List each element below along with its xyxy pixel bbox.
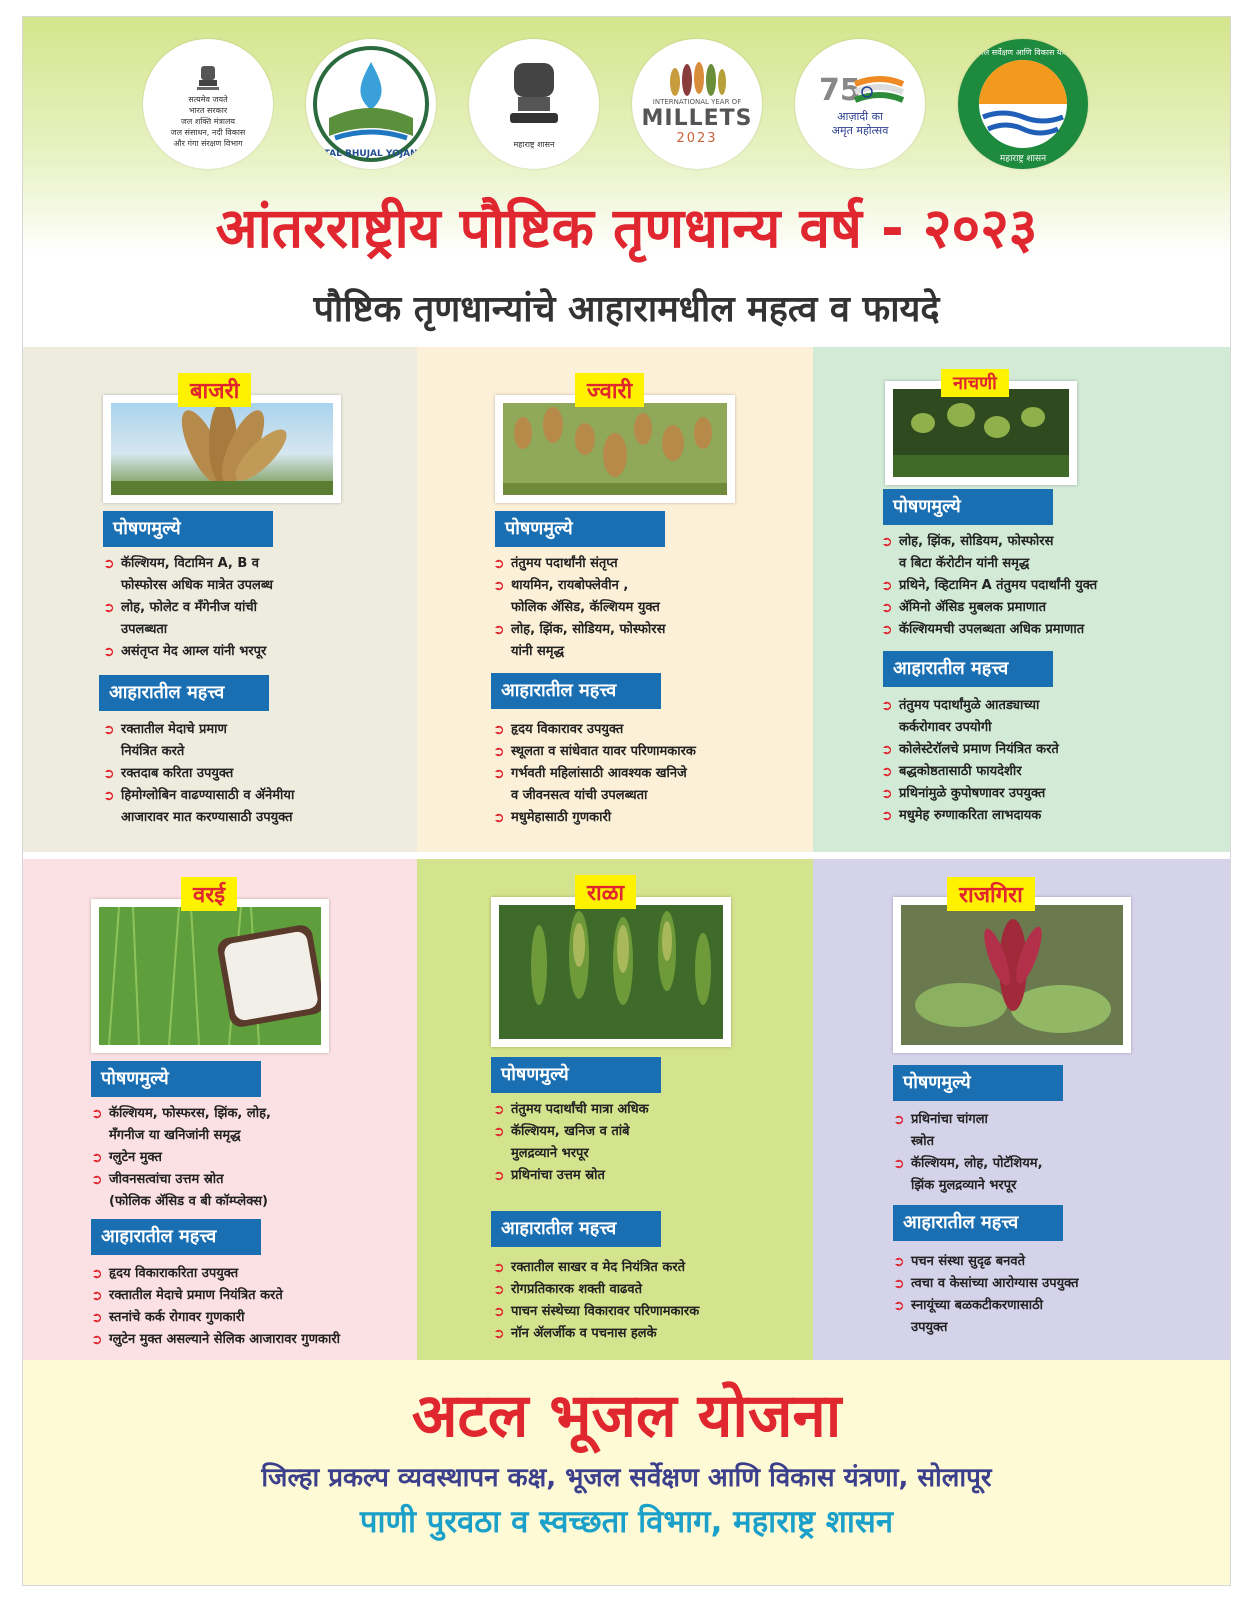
cell-rajgira — [813, 859, 1230, 1360]
arrow-bullet-icon: ➲ — [493, 1304, 505, 1320]
arrow-bullet-icon: ➲ — [881, 534, 893, 550]
arrow-bullet-icon: ➲ — [103, 722, 115, 738]
govt-india-logo — [143, 39, 273, 169]
footer-line2: पाणी पुरवठा व स्वच्छता विभाग, महाराष्ट्र शासन — [359, 1504, 894, 1540]
list-item-text: नॉन ॲलर्जीक व पचनास हलके — [511, 1326, 657, 1341]
list-item — [881, 531, 1221, 575]
gsda-bottom-text: महाराष्ट्र शासन — [999, 154, 1047, 164]
arrow-bullet-icon: ➲ — [493, 1326, 505, 1342]
list-item-text: स्तनांचे कर्क रोगावर गुणकारी — [109, 1310, 245, 1325]
arrow-bullet-icon: ➲ — [91, 1288, 103, 1304]
nutrition-list — [493, 1099, 803, 1187]
importance-heading: आहारातील महत्त्व — [883, 651, 1053, 687]
list-item-text: हिमोग्लोबिन वाढण्यासाठी व ॲनेमीया आजारावर मात करण्यासाठी उपयुक्त — [121, 788, 295, 825]
millets-year-of: INTERNATIONAL YEAR OF — [652, 98, 742, 106]
list-item — [103, 785, 403, 829]
gsda-logo — [958, 39, 1088, 169]
list-item-text: कॅल्शियम, खनिज व तांबे मुलद्रव्याने भरपूर — [511, 1124, 630, 1161]
list-item-text: रक्तातील साखर व मेद नियंत्रित करते — [511, 1260, 686, 1275]
arrow-bullet-icon: ➲ — [893, 1254, 905, 1270]
list-item-text: पचन संस्था सुदृढ बनवते — [911, 1254, 1025, 1269]
list-item — [493, 1165, 803, 1187]
atal-logo-text: ATAL BHUJAL YOJANA — [317, 149, 425, 159]
list-item-text: तंतुमय पदार्थांची मात्रा अधिक — [511, 1102, 649, 1117]
list-item-text: कॅल्शियम, विटामिन A, B व फोस्फोरस अधिक मात्रेत उपलब्ध — [121, 556, 273, 593]
list-item-text: लोह, झिंक, सोडियम, फोस्फोरस व बिटा कॅरोटीन यांनी समृद्ध — [899, 534, 1054, 571]
list-item-text: कॅल्शियमची उपलब्धता अधिक प्रमाणात — [899, 622, 1085, 637]
arrow-bullet-icon: ➲ — [881, 808, 893, 824]
list-item — [893, 1273, 1213, 1295]
list-item-text: रक्तातील मेदाचे प्रमाण नियंत्रित करते — [109, 1288, 283, 1303]
importance-heading: आहारातील महत्त्व — [99, 675, 269, 711]
list-item — [493, 553, 803, 575]
atal-bhujal-logo — [306, 39, 436, 169]
importance-list — [91, 1263, 411, 1351]
govt-line-4: और गंगा संरक्षण विभाग — [173, 138, 243, 148]
list-item — [893, 1295, 1213, 1339]
millet-grains-icon — [665, 62, 729, 98]
cell-nachni — [813, 347, 1230, 852]
footer — [23, 1360, 1230, 1585]
cell-name-tag: बाजरी — [178, 373, 251, 407]
arrow-bullet-icon: ➲ — [493, 578, 505, 594]
arrow-bullet-icon: ➲ — [893, 1156, 905, 1172]
footer-title: अटल भूजल योजना — [411, 1381, 842, 1451]
list-item-text: लोह, झिंक, सोडियम, फोस्फोरस यांनी समृद्ध — [511, 622, 666, 659]
list-item — [493, 763, 807, 807]
list-item-text: तंतुमय पदार्थांनी संतृप्त — [511, 556, 618, 571]
azadi-line1: आज़ादी का — [837, 110, 883, 123]
rajgira-photo — [901, 905, 1123, 1045]
list-item-text: हृदय विकाराकरिता उपयुक्त — [109, 1266, 239, 1281]
list-item — [493, 575, 803, 619]
arrow-bullet-icon: ➲ — [91, 1310, 103, 1326]
cell-name-tag: वरई — [181, 877, 237, 911]
list-item-text: ग्लुटेन मुक्त असल्याने सेलिक आजारावर गुणकारी — [109, 1332, 341, 1347]
list-item-text: स्थूलता व सांधेवात यावर परिणामकारक — [511, 744, 696, 759]
list-item-text: कॅल्शियम, फोस्फरस, झिंक, लोह, मॅंगनीज या खनिजांनी समृद्ध — [109, 1106, 271, 1143]
list-item — [493, 1279, 803, 1301]
list-item-text: स्नायूंच्या बळकटीकरणासाठी उपयुक्त — [911, 1298, 1044, 1335]
ashoka-emblem-icon — [195, 60, 221, 94]
arrow-bullet-icon: ➲ — [893, 1298, 905, 1314]
list-item — [103, 763, 403, 785]
arrow-bullet-icon: ➲ — [881, 622, 893, 638]
list-item — [881, 619, 1221, 641]
list-item-text: गर्भवती महिलांसाठी आवश्यक खनिजे व जीवनसत्व यांची उपलब्धता — [511, 766, 687, 803]
importance-list — [493, 1257, 803, 1345]
maharashtra-logo-text: महाराष्ट्र शासन — [513, 139, 555, 149]
nutrition-heading: पोषणमुल्ये — [495, 511, 665, 547]
arrow-bullet-icon: ➲ — [103, 644, 115, 660]
arrow-bullet-icon: ➲ — [493, 622, 505, 638]
nutrition-list — [493, 553, 803, 663]
list-item — [881, 761, 1221, 783]
arrow-bullet-icon: ➲ — [103, 766, 115, 782]
arrow-bullet-icon: ➲ — [881, 698, 893, 714]
list-item — [493, 1323, 803, 1345]
list-item-text: प्रथिनांचा चांगला स्त्रोत — [911, 1112, 988, 1149]
cell-name-tag: राळा — [575, 875, 636, 909]
list-item — [493, 807, 807, 829]
list-item — [91, 1263, 411, 1285]
nutrition-heading: पोषणमुल्ये — [91, 1061, 261, 1097]
arrow-bullet-icon: ➲ — [103, 600, 115, 616]
list-item — [893, 1109, 1213, 1153]
cell-varai — [23, 859, 417, 1360]
list-item — [91, 1307, 411, 1329]
list-item-text: असंतृप्त मेद आम्ल यांनी भरपूर — [121, 644, 267, 659]
list-item — [881, 805, 1221, 827]
nutrition-list — [91, 1103, 409, 1213]
list-item — [91, 1147, 409, 1169]
nutrition-heading: पोषणमुल्ये — [883, 489, 1053, 525]
atal-bhujal-emblem — [311, 44, 431, 164]
arrow-bullet-icon: ➲ — [493, 1102, 505, 1118]
list-item-text: कॅल्शियम, लोह, पोटॅशियम, झिंक मुलद्रव्याने भरपूर — [911, 1156, 1043, 1193]
svg-text:75: 75 — [819, 73, 861, 108]
jwari-photo — [503, 403, 727, 495]
list-item — [103, 719, 403, 763]
arrow-bullet-icon: ➲ — [103, 788, 115, 804]
list-item — [91, 1329, 411, 1351]
list-item-text: हृदय विकारावर उपयुक्त — [511, 722, 624, 737]
rala-photo-frame — [491, 897, 731, 1047]
azadi-logo — [795, 39, 925, 169]
rajgira-photo-frame — [893, 897, 1131, 1053]
nutrition-heading: पोषणमुल्ये — [893, 1065, 1063, 1101]
list-item — [493, 1099, 803, 1121]
list-item — [493, 619, 803, 663]
arrow-bullet-icon: ➲ — [493, 722, 505, 738]
bajri-photo — [111, 403, 333, 495]
main-title: आंतरराष्ट्रीय पौष्टिक तृणधान्य वर्ष - २०२३ — [215, 196, 1038, 260]
list-item — [881, 575, 1221, 597]
importance-list — [893, 1251, 1213, 1339]
millets-year: 2023 — [676, 131, 718, 146]
arrow-bullet-icon: ➲ — [893, 1276, 905, 1292]
arrow-bullet-icon: ➲ — [493, 766, 505, 782]
list-item — [493, 741, 807, 763]
cell-name-tag: राजगिरा — [947, 877, 1035, 911]
cell-rala — [417, 859, 813, 1360]
lion-capital-icon — [504, 59, 564, 139]
list-item-text: तंतुमय पदार्थांमुळे आतड्याच्या कर्करोगावर उपयोगी — [899, 698, 1040, 735]
arrow-bullet-icon: ➲ — [493, 1260, 505, 1276]
varai-photo — [99, 907, 321, 1045]
list-item — [493, 1257, 803, 1279]
cell-bajri — [23, 347, 417, 852]
arrow-bullet-icon: ➲ — [493, 1124, 505, 1140]
varai-photo-frame — [91, 899, 329, 1053]
list-item — [91, 1285, 411, 1307]
list-item — [493, 1301, 803, 1323]
importance-heading: आहारातील महत्त्व — [893, 1205, 1063, 1241]
arrow-bullet-icon: ➲ — [493, 744, 505, 760]
arrow-bullet-icon: ➲ — [493, 1282, 505, 1298]
arrow-bullet-icon: ➲ — [493, 556, 505, 572]
list-item — [91, 1169, 409, 1213]
importance-heading: आहारातील महत्त्व — [491, 1211, 661, 1247]
list-item — [103, 553, 403, 597]
nutrition-heading: पोषणमुल्ये — [491, 1057, 661, 1093]
list-item-text: त्वचा व केसांच्या आरोग्यास उपयुक्त — [911, 1276, 1079, 1291]
govt-line-1: भारत सरकार — [188, 105, 228, 115]
arrow-bullet-icon: ➲ — [881, 786, 893, 802]
arrow-bullet-icon: ➲ — [91, 1266, 103, 1282]
cell-name-tag: ज्वारी — [575, 373, 644, 407]
gsda-emblem — [958, 39, 1088, 169]
logo-row — [23, 39, 1230, 169]
arrow-bullet-icon: ➲ — [881, 764, 893, 780]
importance-list — [881, 695, 1221, 827]
arrow-bullet-icon: ➲ — [881, 600, 893, 616]
importance-list — [103, 719, 403, 829]
list-item-text: रक्तातील मेदाचे प्रमाण नियंत्रित करते — [121, 722, 227, 759]
list-item-text: रक्तदाब करिता उपयुक्त — [121, 766, 234, 781]
arrow-bullet-icon: ➲ — [91, 1106, 103, 1122]
arrow-bullet-icon: ➲ — [91, 1150, 103, 1166]
rala-photo — [499, 905, 723, 1039]
nachni-photo — [893, 389, 1069, 477]
list-item-text: रोगप्रतिकारक शक्ती वाढवते — [511, 1282, 643, 1297]
list-item-text: प्रथिनांचा उत्तम स्रोत — [511, 1168, 605, 1183]
list-item — [103, 597, 403, 641]
poster — [22, 16, 1231, 1586]
arrow-bullet-icon: ➲ — [881, 578, 893, 594]
list-item-text: थायमिन, रायबोफ्लेवीन , फोलिक ॲसिड, कॅल्शियम युक्त — [511, 578, 660, 615]
footer-line1: जिल्हा प्रकल्प व्यवस्थापन कक्ष, भूजल सर्वेक्षण आणि विकास यंत्रणा, सोलापूर — [261, 1463, 992, 1493]
azadi-75-icon — [815, 70, 905, 110]
list-item — [881, 695, 1221, 739]
list-item-text: मधुमेहासाठी गुणकारी — [511, 810, 612, 825]
govt-line-0: सत्यमेव जयते — [188, 94, 228, 104]
list-item-text: ग्लुटेन मुक्त — [109, 1150, 162, 1165]
list-item — [893, 1251, 1213, 1273]
nutrition-list — [881, 531, 1221, 641]
list-item-text: प्रथिनांमुळे कुपोषणावर उपयुक्त — [899, 786, 1046, 801]
nutrition-heading: पोषणमुल्ये — [103, 511, 273, 547]
list-item — [881, 739, 1221, 761]
list-item — [881, 597, 1221, 619]
list-item-text: ॲमिनो ॲसिड मुबलक प्रमाणात — [899, 600, 1046, 615]
cell-jwari — [417, 347, 813, 852]
sub-title: पौष्टिक तृणधान्यांचे आहारामधील महत्व व फायदे — [313, 289, 940, 330]
list-item-text: बद्धकोष्ठतासाठी फायदेशीर — [899, 764, 1022, 779]
list-item-text: कोलेस्टेरॉलचे प्रमाण नियंत्रित करते — [899, 742, 1059, 757]
bajri-photo-frame — [103, 395, 341, 503]
list-item — [493, 719, 807, 741]
arrow-bullet-icon: ➲ — [881, 742, 893, 758]
millets-word: MILLETS — [641, 106, 753, 131]
list-item-text: मधुमेह रुग्णाकरिता लाभदायक — [899, 808, 1042, 823]
nutrition-list — [893, 1109, 1213, 1197]
jwari-photo-frame — [495, 395, 735, 503]
nutrition-list — [103, 553, 403, 663]
importance-heading: आहारातील महत्त्व — [491, 673, 661, 709]
list-item-text: लोह, फोलेट व मॅंगेनीज यांची उपलब्धता — [121, 600, 257, 637]
arrow-bullet-icon: ➲ — [103, 556, 115, 572]
list-item — [893, 1153, 1213, 1197]
cell-name-tag: नाचणी — [941, 369, 1009, 397]
gsda-top-text: भूजल सर्वेक्षण आणि विकास यंत्रणा — [972, 48, 1074, 57]
maharashtra-logo — [469, 39, 599, 169]
importance-heading: आहारातील महत्त्व — [91, 1219, 261, 1255]
govt-line-3: जल संसाधन, नदी विकास — [170, 127, 246, 137]
list-item — [493, 1121, 803, 1165]
arrow-bullet-icon: ➲ — [893, 1112, 905, 1128]
list-item — [91, 1103, 409, 1147]
govt-line-2: जल शक्ति मंत्रालय — [180, 116, 236, 126]
list-item-text: जीवनसत्वांचा उत्तम स्रोत (फोलिक ॲसिड व बी कॉम्प्लेक्स) — [109, 1172, 268, 1209]
arrow-bullet-icon: ➲ — [493, 1168, 505, 1184]
header-band — [23, 17, 1230, 347]
list-item — [881, 783, 1221, 805]
millets-logo — [632, 39, 762, 169]
arrow-bullet-icon: ➲ — [91, 1172, 103, 1188]
arrow-bullet-icon: ➲ — [91, 1332, 103, 1348]
list-item — [103, 641, 403, 663]
arrow-bullet-icon: ➲ — [493, 810, 505, 826]
importance-list — [493, 719, 807, 829]
list-item-text: प्रथिने, व्हिटामिन A तंतुमय पदार्थांनी युक्त — [899, 578, 1098, 593]
list-item-text: पाचन संस्थेच्या विकारावर परिणामकारक — [511, 1304, 700, 1319]
azadi-line2: अमृत महोत्सव — [831, 124, 889, 137]
